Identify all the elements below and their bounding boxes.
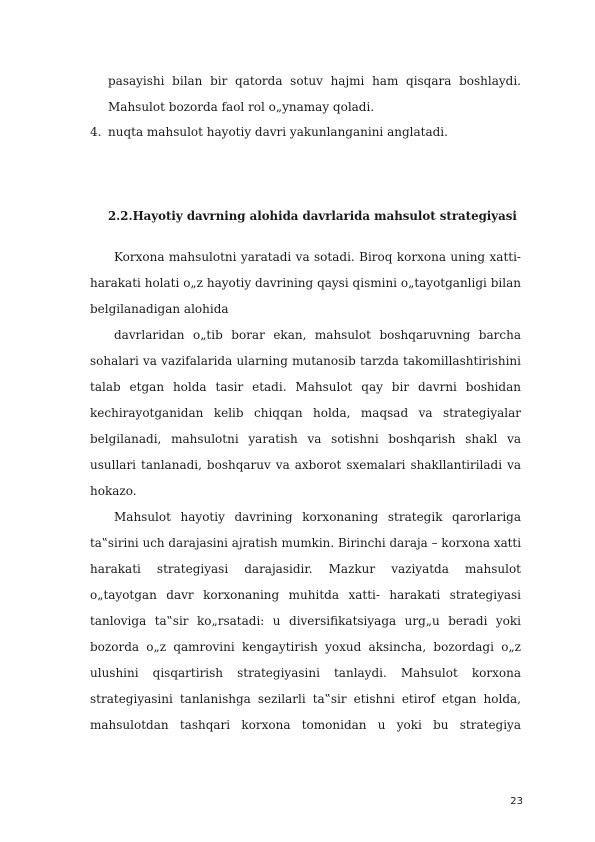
- paragraph-3-line: tanloviga ta‟sir ko„rsatadi: u diversifikatsiyaga urg„u beradi yoki: [90, 614, 521, 628]
- paragraph-2-line: kechirayotganidan kelib chiqqan holda, maqsad va strategiyalar: [90, 406, 521, 420]
- paragraph-3-line: o„tayotgan davr korxonaning muhitda xatti- harakati strategiyasi: [90, 588, 521, 602]
- section-heading: 2.2.Hayotiy davrning alohida davrlarida mahsulot strategiyasi: [108, 209, 517, 223]
- paragraph-3-line: ulushini qisqartirish strategiyasini tanlaydi. Mahsulot korxona: [90, 666, 521, 680]
- paragraph-3-line: bozorda o„z qamrovini kengaytirish yoxud aksincha, bozordagi o„z: [90, 640, 521, 654]
- paragraph-1-line: Korxona mahsulotni yaratadi va sotadi. Biroq korxona uning xatti-: [114, 250, 521, 264]
- paragraph-3-line: strategiyasini tanlanishga sezilarli ta‟sir etishni etirof etgan holda,: [90, 692, 521, 706]
- paragraph-2-line: belgilanadi, mahsulotni yaratish va sotishni boshqarish shakl va: [90, 432, 521, 446]
- paragraph-2-line: sohalari va vazifalarida ularning mutanosib tarzda takomillashtirishini: [90, 354, 521, 368]
- paragraph-3-line: harakati strategiyasi darajasidir. Mazkur vaziyatda mahsulot: [90, 562, 521, 576]
- paragraph-2-line: hokazo.: [90, 484, 137, 498]
- list-continuation-line-2: Mahsulot bozorda faol rol o„ynamay qoladi.: [108, 100, 375, 114]
- list-continuation-line-1: pasayishi bilan bir qatorda sotuv hajmi ham qisqara boshlaydi.: [108, 74, 521, 88]
- list-item-number: 4.: [90, 125, 102, 139]
- paragraph-2-line: davrlaridan o„tib borar ekan, mahsulot boshqaruvning barcha: [114, 328, 521, 342]
- paragraph-1-line: harakati holati o„z hayotiy davrining qaysi qismini o„tayotganligi bilan: [90, 276, 521, 290]
- paragraph-2-line: talab etgan holda tasir etadi. Mahsulot qay bir davrni boshidan: [90, 380, 521, 394]
- paragraph-3-line: ta‟sirini uch darajasini ajratish mumkin. Birinchi daraja – korxona xatti: [90, 536, 521, 550]
- paragraph-1-line: belgilanadigan alohida: [90, 302, 229, 316]
- page-number: 23: [510, 796, 523, 807]
- list-item-text: nuqta mahsulot hayotiy davri yakunlanganini anglatadi.: [108, 125, 448, 139]
- paragraph-3-line: Mahsulot hayotiy davrining korxonaning strategik qarorlariga: [114, 510, 521, 524]
- paragraph-3-line: mahsulotdan tashqari korxona tomonidan u yoki bu strategiya: [90, 718, 521, 732]
- paragraph-2-line: usullari tanlanadi, boshqaruv va axborot sxemalari shakllantiriladi va: [90, 458, 521, 472]
